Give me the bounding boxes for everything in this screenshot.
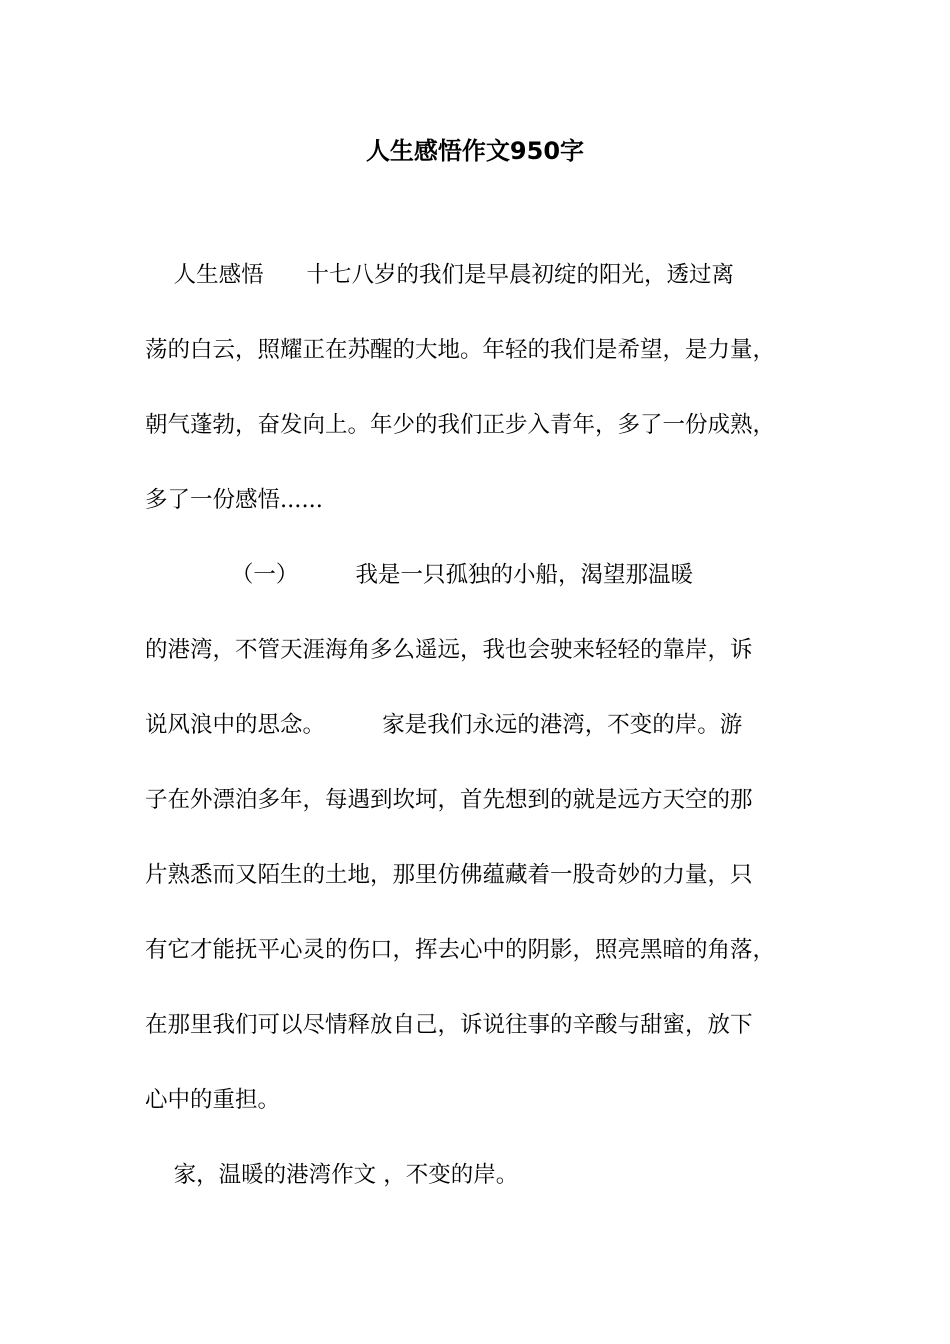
paragraph-line-13: 家，温暖的港湾作文 ，不变的岸。 [145, 1162, 519, 1188]
paragraph-line-10: 有它才能抚平心灵的伤口，挥去心中的阴影，照亮黑暗的角落， [145, 937, 776, 963]
paragraph-line-3: 朝气蓬勃，奋发向上。年少的我们正步入青年，多了一份成熟， [145, 412, 776, 438]
paragraph-line-12: 心中的重担。 [145, 1087, 281, 1113]
paragraph-line-4: 多了一份感悟...... [145, 487, 323, 513]
paragraph-line-11: 在那里我们可以尽情释放自己，诉说往事的辛酸与甜蜜，放下 [145, 1012, 753, 1038]
document-title: 人生感悟作文950字 [365, 137, 585, 165]
paragraph-line-9: 片熟悉而又陌生的土地，那里仿佛蕴藏着一股奇妙的力量，只 [145, 862, 753, 888]
paragraph-line-2: 荡的白云，照耀正在苏醒的大地。年轻的我们是希望，是力量， [145, 337, 776, 363]
paragraph-line-7: 说风浪中的思念。 家是我们永远的港湾，不变的岸。游 [145, 712, 743, 738]
paragraph-line-1: 人生感悟 十七八岁的我们是早晨初绽的阳光，透过离 [145, 262, 735, 288]
paragraph-line-6: 的港湾，不管天涯海角多么遥远，我也会驶来轻轻的靠岸，诉 [145, 637, 753, 663]
paragraph-line-8: 子在外漂泊多年，每遇到坎坷，首先想到的就是远方天空的那 [145, 787, 753, 813]
paragraph-line-5: （一） 我是一只孤独的小船，渴望那温暖 [145, 562, 694, 588]
